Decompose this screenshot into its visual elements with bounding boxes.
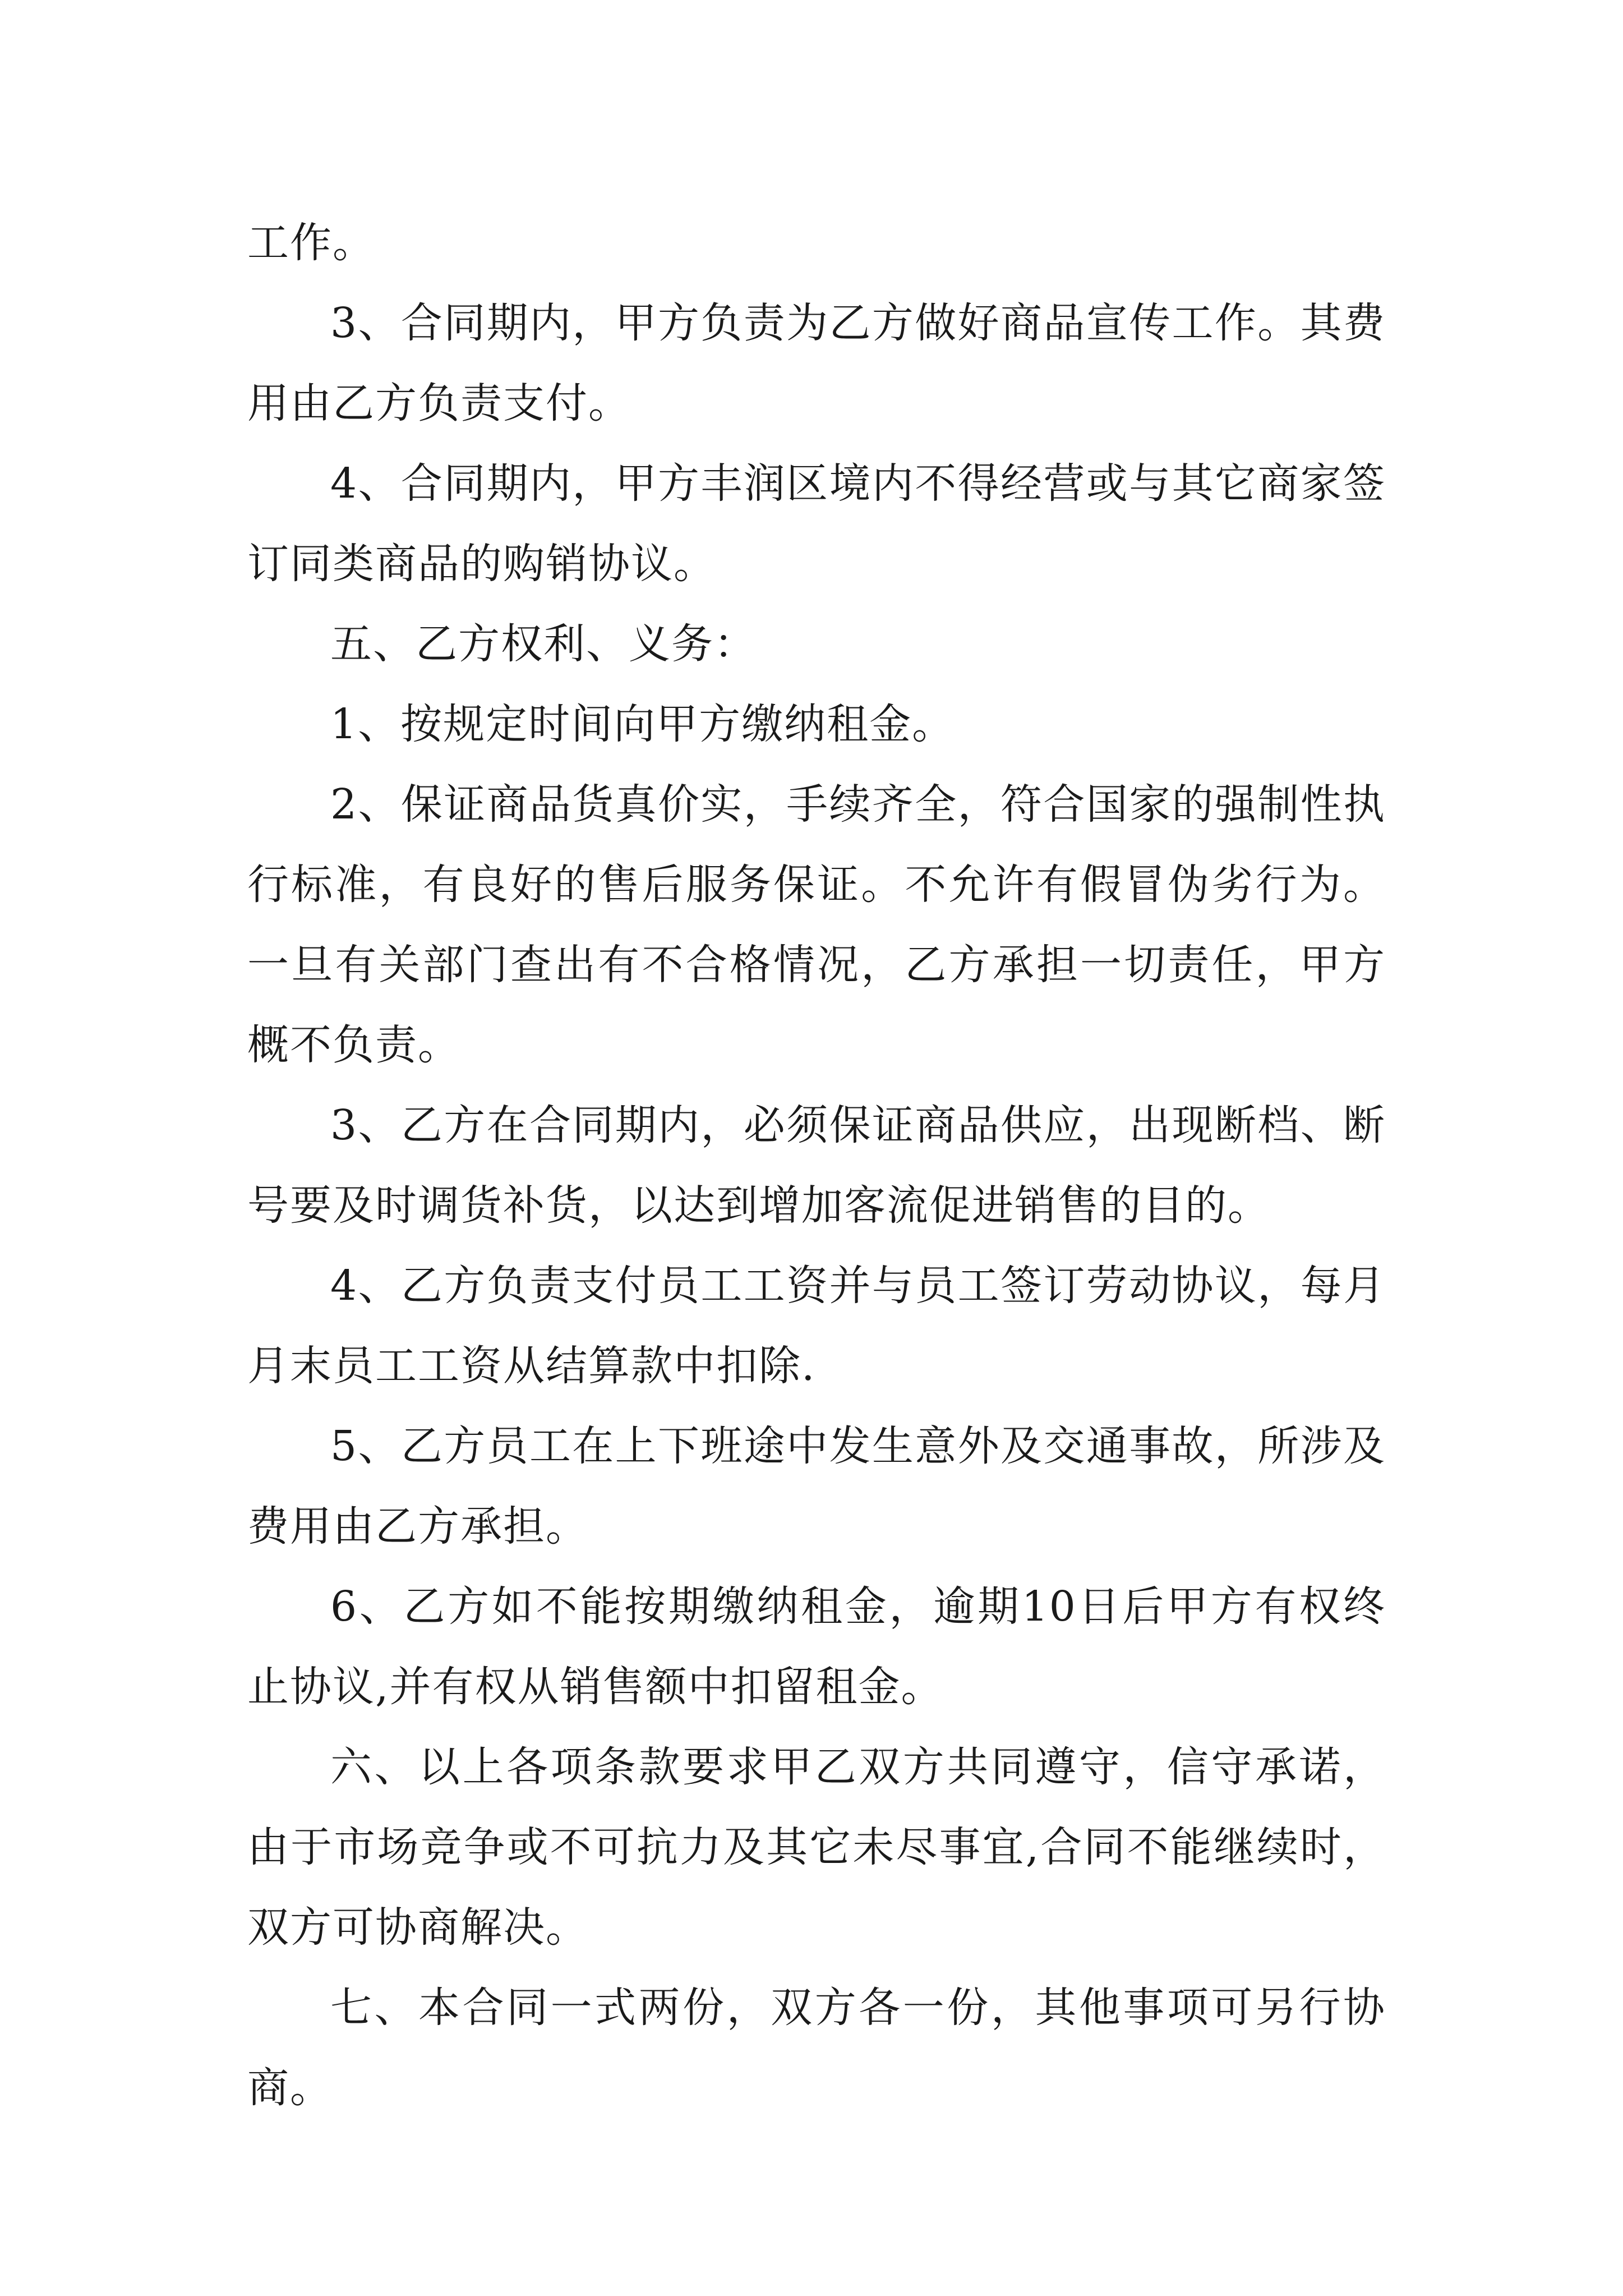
paragraph-clause-5-6: 6、乙方如不能按期缴纳租金，逾期10日后甲方有权终止协议,并有权从销售额中扣留租金。 [247, 1582, 1386, 1711]
section-6: 六、以上各项条款要求甲乙双方共同遵守，信守承诺，由于市场竞争或不可抗力及其它未尽事宜,合同不能继续时，双方可协商解决。 [247, 1743, 1386, 1952]
paragraph-clause-5-4: 4、乙方负责支付员工工资并与员工签订劳动协议，每月月末员工工资从结算款中扣除. [247, 1262, 1386, 1390]
paragraph-clause-4-4: 4、合同期内，甲方丰润区境内不得经营或与其它商家签订同类商品的购销协议。 [247, 459, 1386, 588]
paragraph-clause-5-2: 2、保证商品货真价实，手续齐全，符合国家的强制性执行标准，有良好的售后服务保证。不允许有假冒伪劣行为。一旦有关部门查出有不合格情况，乙方承担一切责任，甲方概不负责。 [247, 780, 1386, 1069]
paragraph-continuation: 工作。 [247, 219, 375, 267]
document-body [247, 203, 1386, 2128]
paragraph-clause-5-3: 3、乙方在合同期内，必须保证商品供应，出现断档、断号要及时调货补货，以达到增加客流促进销售的目的。 [247, 1101, 1386, 1230]
section-heading-5: 五、乙方权利、义务： [330, 620, 757, 668]
paragraph-clause-5-5: 5、乙方员工在上下班途中发生意外及交通事故，所涉及费用由乙方承担。 [247, 1422, 1386, 1550]
section-7: 七、本合同一式两份，双方各一份，其他事项可另行协商。 [247, 1984, 1386, 2112]
paragraph-clause-4-3: 3、合同期内，甲方负责为乙方做好商品宣传工作。其费用由乙方负责支付。 [247, 299, 1386, 427]
paragraph-clause-5-1: 1、按规定时间向甲方缴纳租金。 [330, 700, 955, 748]
